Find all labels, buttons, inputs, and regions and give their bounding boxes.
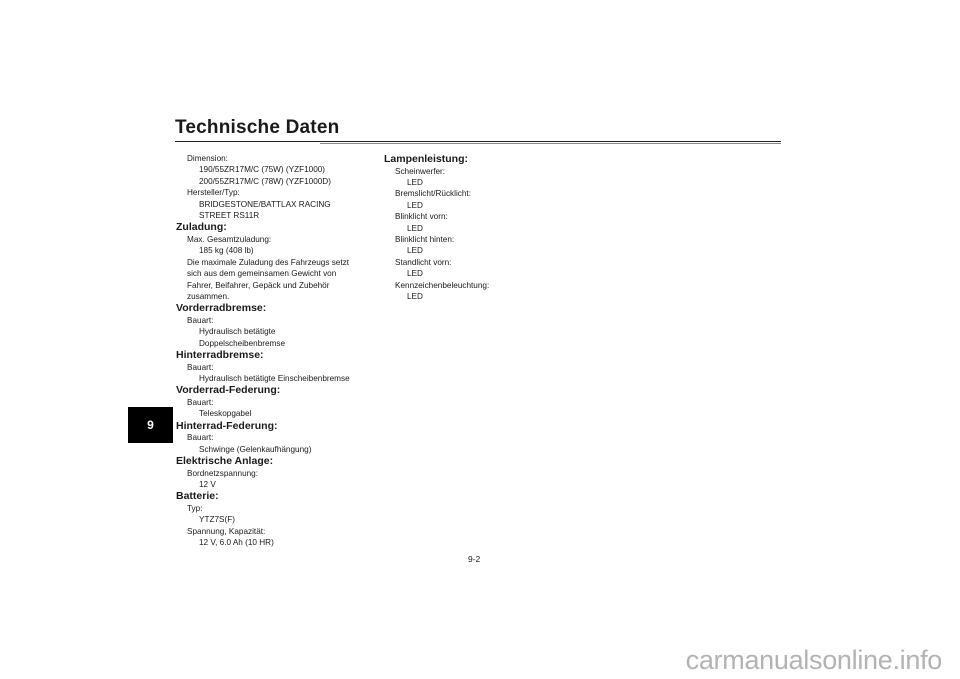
- spec-label: Blinklicht vorn:: [395, 212, 448, 222]
- spec-value: 12 V: [199, 479, 216, 489]
- spec-value: 185 kg (408 lb): [199, 246, 254, 256]
- spec-heading: Lampenleistung:: [384, 153, 469, 165]
- spec-heading: Zuladung:: [176, 221, 227, 234]
- spec-value: Teleskopgabel: [199, 409, 252, 419]
- spec-label: Typ:: [187, 503, 203, 513]
- spec-value: LED: [407, 200, 423, 210]
- spec-plain: Die maximale Zuladung des Fahrzeugs setzt: [187, 257, 350, 267]
- spec-label: Scheinwerfer:: [395, 166, 446, 176]
- spec-label: Blinklicht hinten:: [395, 234, 455, 244]
- spec-value: YTZ7S(F): [199, 515, 235, 525]
- spec-label: Bauart:: [187, 362, 214, 372]
- spec-value: LED: [407, 291, 423, 301]
- spec-value: LED: [407, 177, 423, 187]
- spec-value: Hydraulisch betätigte: [199, 327, 276, 337]
- spec-value: BRIDGESTONE/BATTLAX RACING: [199, 199, 331, 209]
- spec-value: LED: [407, 246, 423, 256]
- spec-plain: zusammen.: [187, 291, 230, 301]
- spec-heading: Batterie:: [176, 490, 219, 503]
- spec-label: Bordnetzspannung:: [187, 468, 259, 478]
- spec-value: 12 V, 6.0 Ah (10 HR): [199, 538, 274, 548]
- spec-plain: sich aus dem gemeinsamen Gewicht von: [187, 269, 337, 279]
- spec-label: Kennzeichenbeleuchtung:: [395, 280, 490, 290]
- chapter-tab: 9: [128, 407, 173, 443]
- spec-value: LED: [407, 269, 423, 279]
- page-title: Technische Daten: [175, 117, 340, 138]
- spec-value: LED: [407, 223, 423, 233]
- spec-plain: Fahrer, Beifahrer, Gepäck und Zubehör: [187, 280, 330, 290]
- watermark: carmanualsonline.info: [685, 645, 942, 675]
- spec-label: Bremslicht/Rücklicht:: [395, 189, 471, 199]
- spec-label: Hersteller/Typ:: [187, 188, 240, 198]
- spec-heading: Hinterrad-Federung:: [176, 419, 278, 432]
- page-number: 9-2: [468, 554, 481, 564]
- spec-label: Bauart:: [187, 315, 214, 325]
- spec-value: Hydraulisch betätigte Einscheibenbremse: [199, 374, 350, 383]
- spec-heading: Hinterradbremse:: [176, 349, 264, 362]
- title-rule: [175, 141, 781, 142]
- spec-value: STREET RS11R: [199, 211, 260, 221]
- title-rule-thin: [320, 143, 781, 144]
- spec-value: Schwinge (Gelenkaufhängung): [199, 444, 312, 454]
- spec-heading: Vorderrad-Federung:: [176, 384, 281, 397]
- spec-label: Spannung, Kapazität:: [187, 526, 266, 536]
- spec-label: Bauart:: [187, 397, 214, 407]
- spec-value: 200/55ZR17M/C (78W) (YZF1000D): [199, 176, 331, 186]
- spec-label: Bauart:: [187, 433, 214, 443]
- spec-column-left: [176, 153, 376, 548]
- spec-label: Standlicht vorn:: [395, 257, 452, 267]
- spec-heading: Elektrische Anlage:: [176, 455, 274, 468]
- spec-value: 190/55ZR17M/C (75W) (YZF1000): [199, 165, 326, 175]
- spec-value: Doppelscheibenbremse: [199, 338, 286, 348]
- spec-column-right: [384, 153, 584, 302]
- spec-label: Max. Gesamtzuladung:: [187, 234, 272, 244]
- spec-heading: Vorderradbremse:: [176, 302, 267, 315]
- spec-label: Dimension:: [187, 154, 228, 163]
